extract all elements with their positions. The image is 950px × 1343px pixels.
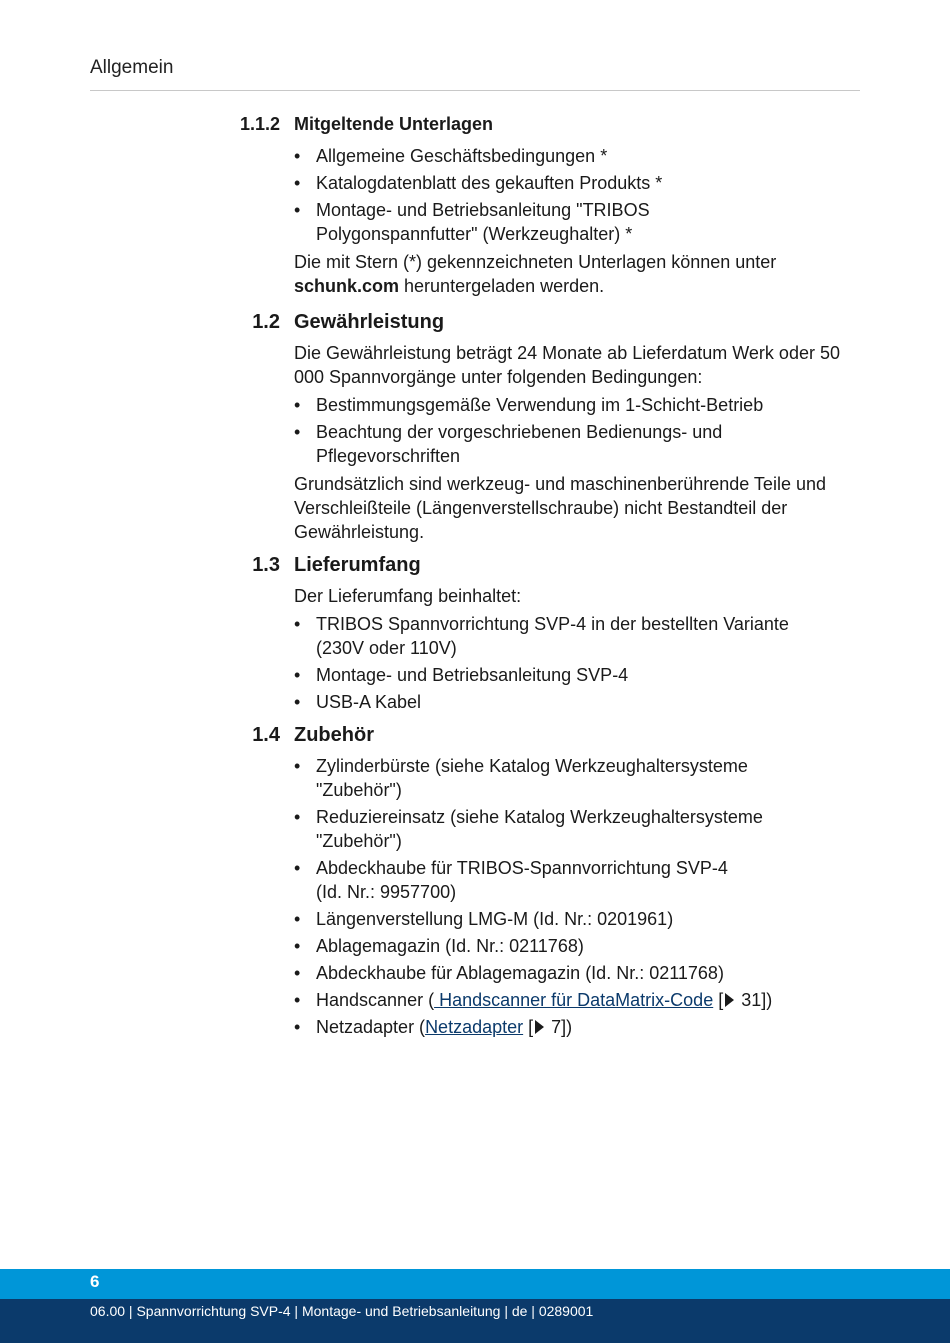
list-item [294,663,860,687]
bullet-icon: • [294,665,301,685]
section-number: 1.3 [252,554,280,576]
intro-paragraph: Der Lieferumfang beinhaltet: [294,586,522,606]
bullet-icon: • [294,614,301,634]
list-item-text: Netzadapter ( [316,1017,426,1037]
bullet-icon: • [294,963,301,983]
list-item [294,805,860,853]
section-title: Mitgeltende Unterlagen [294,114,494,134]
list-item-text: Montage- und Betriebsanleitung "TRIBOS Polygonspannfutter" (Werkzeughalter) * [316,200,650,244]
footer-page-bar [0,1269,950,1299]
section-title: Lieferumfang [294,554,421,576]
bullet-icon: • [294,807,301,827]
header-title: Allgemein [90,57,174,78]
page-ref: 31]) [736,990,773,1010]
download-note [294,250,860,298]
list-item-text: Ablagemagazin (Id. Nr.: 0211768) [316,936,584,956]
section-heading [0,311,950,341]
bullet-icon: • [294,692,301,712]
section-heading [0,724,950,754]
bullet-icon: • [294,990,301,1010]
bullet-icon: • [294,1017,301,1037]
outro-paragraph: Grundsätzlich sind werkzeug- und maschinenberührende Teile und Verschleißteile (Längenverstellschraube) nicht Bestandteil der Gewährleistung. [294,474,826,542]
list-item [294,144,860,168]
list-item-text: Reduziereinsatz (siehe Katalog Werkzeughaltersysteme "Zubehör") [316,807,763,851]
list-item-text: Beachtung der vorgeschriebenen Bedienungs- und Pflegevorschriften [316,422,723,466]
page-arrow-icon[interactable] [725,993,734,1007]
list-item-text: Handscanner ( [316,990,435,1010]
list-item [294,1015,860,1039]
bullet-list [294,612,860,714]
list-item-text: Montage- und Betriebsanleitung SVP-4 [316,665,629,685]
bullet-icon: • [294,200,301,220]
list-item [294,856,860,904]
list-item [294,612,860,660]
bullet-icon: • [294,936,301,956]
page-ref: 7]) [546,1017,573,1037]
note-text: Die mit Stern (*) gekennzeichneten Unterlagen können unter [294,252,777,272]
list-item-text: TRIBOS Spannvorrichtung SVP-4 in der bestellten Variante (230V oder 110V) [316,614,789,658]
section-heading [0,554,950,584]
bullet-list [294,754,860,1039]
section-number: 1.4 [252,724,280,746]
section-number: 1.2 [252,311,280,333]
list-item [294,171,860,195]
footer-text: 06.00 | Spannvorrichtung SVP-4 | Montage- und Betriebsanleitung | de | 0289001 [90,1303,594,1319]
bullet-icon: • [294,756,301,776]
section-number: 1.1.2 [239,114,280,134]
list-item-text: Allgemeine Geschäftsbedingungen * [316,146,608,166]
footer-info-bar [0,1299,950,1343]
intro-paragraph: Die Gewährleistung beträgt 24 Monate ab Lieferdatum Werk oder 50 000 Spannvorgänge unter folgenden Bedingungen: [294,343,840,387]
list-item-text: USB-A Kabel [316,692,422,712]
list-item-text: Katalogdatenblatt des gekauften Produkts * [316,173,663,193]
list-item [294,934,860,958]
section-title: Zubehör [294,724,374,746]
section-lieferumfang [0,554,950,718]
list-item-text: Bestimmungsgemäße Verwendung im 1-Schicht-Betrieb [316,395,764,415]
note-text-end: heruntergeladen werden. [399,276,605,296]
section-title: Gewährleistung [294,311,445,333]
bullet-list [294,393,860,468]
list-item [294,907,860,931]
section-mitgeltende-unterlagen [0,114,950,302]
list-item [294,690,860,714]
section-zubehoer [0,724,950,1043]
bullet-icon: • [294,146,301,166]
list-item [294,393,860,417]
page-ref-open: [ [523,1017,534,1037]
header-divider [90,90,860,91]
section-heading [0,114,950,144]
page-number: 6 [90,1272,100,1291]
bullet-icon: • [294,173,301,193]
bullet-icon: • [294,422,301,442]
list-item-text: Abdeckhaube für Ablagemagazin (Id. Nr.: 0211768) [316,963,724,983]
page-arrow-icon[interactable] [535,1020,544,1034]
list-item [294,420,860,468]
list-item [294,754,860,802]
bullet-list [294,144,860,246]
list-item-text: Abdeckhaube für TRIBOS-Spannvorrichtung SVP-4 (Id. Nr.: 9957700) [316,858,728,902]
netzadapter-link[interactable]: Netzadapter [425,1017,524,1037]
list-item-text: Längenverstellung LMG-M (Id. Nr.: 0201961) [316,909,674,929]
list-item-text: Zylinderbürste (siehe Katalog Werkzeughaltersysteme "Zubehör") [316,756,748,800]
page-ref-open: [ [713,990,724,1010]
section-gewaehrleistung [0,311,950,548]
list-item [294,988,860,1012]
list-item [294,198,860,246]
handscanner-link[interactable]: Handscanner für DataMatrix-Code [434,990,714,1010]
bullet-icon: • [294,395,301,415]
bullet-icon: • [294,858,301,878]
list-item [294,961,860,985]
website-link[interactable]: schunk.com [294,276,400,296]
bullet-icon: • [294,909,301,929]
